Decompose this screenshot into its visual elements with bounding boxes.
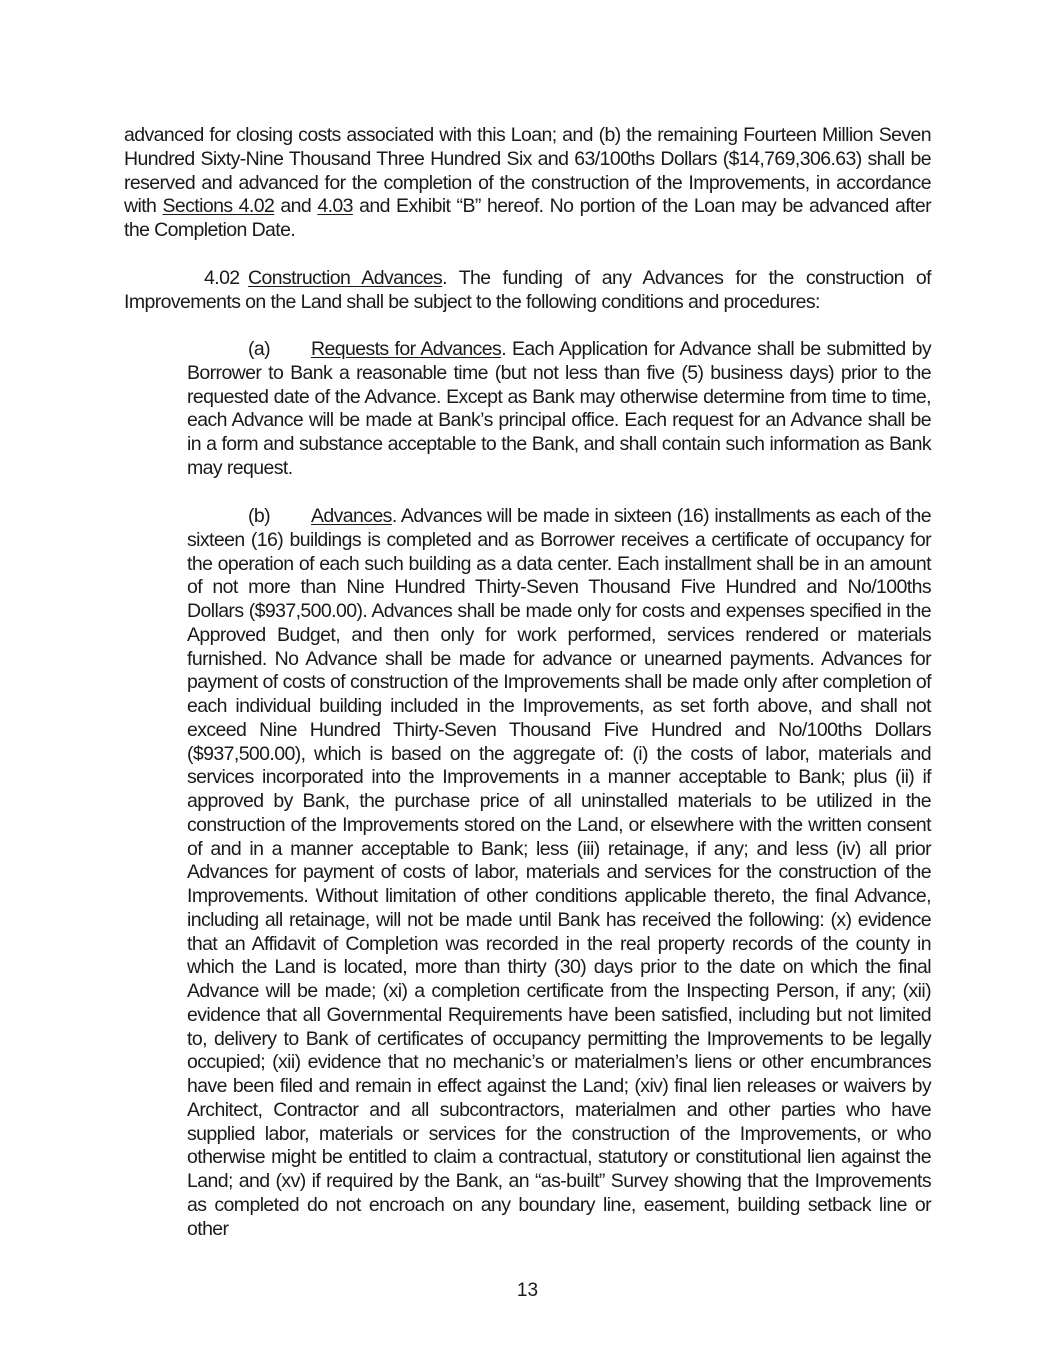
subsection-heading: Advances — [311, 505, 392, 527]
subsection-heading: Requests for Advances — [311, 338, 502, 360]
subsection-label: (b) — [248, 505, 271, 527]
subsection-heading-punct: . — [501, 338, 507, 360]
section-heading-punct: . — [442, 267, 447, 289]
subsection-body: Advances will be made in sixteen (16) installments as each of the sixteen (16) buildings is completed and as Borrower receives a certificate of occupancy for the operation of each such building as a data center. Each installment shall be in an amount of not more than Nine Hundred Thirty-Seven Thousand Five Hundred and No/100ths Dollars ($937,500.00). Advances shall be made only for costs and expenses specified in the Approved Budget, and then only for work performed, services rendered or materials furnished. No Advance shall be made for advance or unearned payments. Advances for payment of costs of construction of the Improvements shall be made only after completion of each individual building included in the Improvements, as set forth above, and shall not exceed Nine Hundred Thirty-Seven Thousand Five Hundred and No/100ths Dollars ($937,500.00), which is based on the aggregate of: (i) the costs of labor, materials and services incorporated into the Improvements in a manner acceptable to Bank; plus (ii) if approved by Bank, the purchase price of all uninstalled materials to be utilized in the construction of the Improvements stored on the Land, or elsewhere with the written consent of and in a manner acceptable to Bank; less (iii) retainage, if any; and less (iv) all prior Advances for payment of costs of labor, materials and services for the construction of the Improvements. Without limitation of other conditions applicable thereto, the final Advance, including all retainage, will not be made until Bank has received the following: (x) evidence that an Affidavit of Completion was recorded in the real property records of the county in which the Land is located, more than thirty (30) days prior to the date on which the final Advance will be made; (xi) a completion certificate from the Inspecting Person, if any; (xii) evidence that all Governmental Requirements have been satisfied, including but not limited to, delivery to Bank of certificates of occupancy permitting the Improvements to be legally occupied; (xii) evidence that no mechanic’s or materialmen’s liens or other encumbrances have been filed and remain in effect against the Land; (xiv) final lien releases or waivers by Architect, Contractor and all subcontractors, materialmen and other parties who have supplied labor, materials or services for the construction of the Improvements, or who otherwise might be entitled to claim a contractual, statutory or constitutional lien against the Land; and (xv) if required by the Bank, an “as-built” Survey showing that the Improvements as completed do not encroach on any boundary line, easement, building setback line or other — [187, 505, 931, 1240]
section-heading: Construction Advances — [248, 267, 443, 289]
paragraph-text: and Exhibit “B” hereof. No portion of the Loan may be advanced after the Completion Date. — [124, 195, 932, 241]
subsection-body: Each Application for Advance shall be submitted by Borrower to Bank a reasonable time (but not less than five (5) business days) prior to the requested date of the Advance. Except as Bank may otherwise determine from time to time, each Advance will be made at Bank’s principal office. Each request for an Advance shall be in a form and substance acceptable to the Bank, and shall contain such information as Bank may request. — [187, 338, 931, 479]
paragraph-text: and — [274, 195, 318, 218]
section-reference-4-03: 4.03 — [317, 195, 353, 218]
subsection-a — [187, 338, 931, 481]
paragraph-continuation — [124, 124, 931, 243]
page-number: 13 — [516, 1280, 539, 1301]
paragraph-text: advanced for closing costs associated with this Loan; and (b) the remaining Fourteen Million Seven Hundred Sixty-Nine Thousand Three Hundred Six and 63/100ths Dollars ($14,769,306.63) shall be reserved and advanced for the completion of the construction of the Improvements, in accordance with — [124, 124, 931, 218]
section-body: The funding of any Advances for the construction of Improvements on the Land shall be subject to the following conditions and procedures: — [124, 267, 931, 313]
section-4-02 — [124, 267, 931, 315]
subsection-label: (a) — [248, 338, 271, 360]
section-number: 4.02 — [204, 267, 240, 289]
subsection-b — [187, 505, 931, 1241]
subsection-heading-punct: . — [391, 505, 397, 527]
section-reference-4-02: Sections 4.02 — [162, 195, 275, 218]
